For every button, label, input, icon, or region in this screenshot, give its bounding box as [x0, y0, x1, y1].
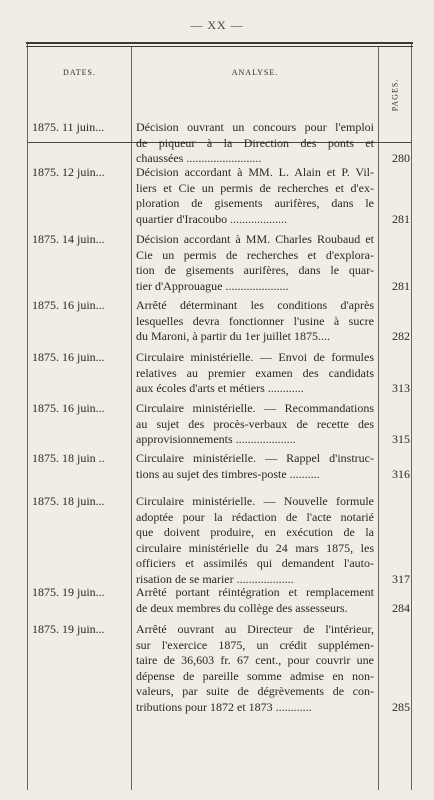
entry-date: 1875. 16 juin... — [32, 350, 105, 364]
analysis-line: Arrêté déterminant les conditions d'après — [136, 298, 374, 312]
column-header-pages — [379, 47, 411, 142]
entry-date: 1875. 18 juin .. — [32, 451, 105, 465]
analysis-line: de deux membres du collège des assesseurs. — [136, 600, 348, 615]
index-table — [27, 42, 412, 790]
analysis-line: tier d'Approuague ..................... — [136, 278, 289, 293]
page-folio: — XX — — [190, 18, 244, 32]
analysis-line: Décision accordant à MM. Charles Roubaud et — [136, 232, 374, 246]
entry-analysis — [136, 451, 374, 482]
analysis-line: quartier d'Iracoubo ................... — [136, 211, 288, 226]
entry-page-number: 280 — [392, 151, 410, 166]
entry-date: 1875. 16 juin... — [32, 401, 105, 415]
entry-page-number: 284 — [392, 600, 410, 615]
analysis-line: Circulaire ministérielle. — Nouvelle formule — [136, 494, 374, 508]
analysis-line: liers et Cie un permis de recherches et d'ex- — [136, 180, 374, 195]
analysis-line: aux écoles d'arts et métiers ............ — [136, 381, 304, 396]
analysis-line: Circulaire ministérielle. — Envoi de formules — [136, 350, 374, 364]
analysis-line: Décision ouvrant un concours pour l'emploi — [136, 120, 374, 134]
analysis-line: tions au sujet des timbres-poste .......... — [136, 466, 320, 481]
analysis-line: circulaire ministérielle du 24 mars 1875, les — [136, 540, 374, 555]
entry-page-number: 282 — [392, 329, 410, 344]
analysis-line: Circulaire ministérielle. — Rappel d'instruc- — [136, 451, 374, 465]
analysis-line: de piqueur à la Direction des ponts et — [136, 135, 374, 150]
analysis-line: ploration de gisements aurifères, dans le — [136, 196, 374, 211]
analysis-line: relatives au premier examen des candidats — [136, 365, 374, 380]
analysis-line: valeurs, par suite de dégrèvements de con- — [136, 684, 374, 699]
analysis-line: Arrêté portant réintégration et remplacement — [136, 585, 374, 599]
entry-page-number: 281 — [392, 211, 410, 226]
analysis-line: Arrêté ouvrant au Directeur de l'intérieur, — [136, 622, 374, 636]
analysis-line: au sujet des procès-verbaux de recette des — [136, 416, 374, 431]
entry-page-number: 315 — [392, 432, 410, 447]
header-rule-thin — [26, 46, 413, 47]
column-header-pages-label: PAGES. — [390, 78, 400, 111]
column-header-analyse: ANALYSE. — [231, 68, 279, 77]
entry-analysis — [136, 120, 374, 167]
analysis-line: risation de se marier ................... — [136, 571, 294, 586]
entry-analysis — [136, 622, 374, 716]
analysis-line: chaussées ......................... — [136, 151, 262, 166]
analysis-line: que doivent produire, en exécution de la — [136, 525, 374, 540]
analysis-line: du Maroni, à partir du 1er juillet 1875.... — [136, 329, 330, 344]
entry-date: 1875. 12 juin... — [32, 165, 105, 179]
analysis-line: Décision accordant à MM. L. Alain et P. Vil- — [136, 165, 374, 179]
entry-analysis — [136, 165, 374, 227]
analysis-line: tion de gisements aurifères, dans le quar- — [136, 263, 374, 278]
analysis-line: taire de 36,603 fr. 67 cent., pour couvrir une — [136, 653, 374, 668]
entry-page-number: 285 — [392, 700, 410, 714]
entry-page-number: 316 — [392, 466, 410, 481]
column-divider-dates — [131, 47, 132, 790]
entry-page-number: 317 — [392, 572, 410, 586]
analysis-line: Cie un permis de recherches et d'explora- — [136, 247, 374, 262]
entry-analysis — [136, 494, 374, 588]
entry-date: 1875. 18 juin... — [32, 494, 105, 508]
entry-date: 1875. 16 juin... — [32, 298, 105, 312]
entry-date: 1875. 19 juin... — [32, 622, 105, 636]
entry-page-number: 313 — [392, 381, 410, 396]
analysis-line: approvisionnements .................... — [136, 432, 296, 447]
analysis-line: tributions pour 1872 et 1873 ............ — [136, 699, 312, 714]
entry-analysis — [136, 401, 374, 448]
entry-page-number: 281 — [392, 278, 410, 293]
header-rule-thick — [26, 42, 413, 44]
analysis-line: Circulaire ministérielle. — Recommandations — [136, 401, 374, 415]
column-header-dates: DATES. — [63, 68, 96, 77]
analysis-line: sur l'exercice 1875, un crédit supplémen- — [136, 637, 374, 652]
entry-analysis — [136, 232, 374, 294]
analysis-line: adoptée pour la rédaction de l'acte notarié — [136, 509, 374, 524]
analysis-line: dépense de pareille somme admise en non- — [136, 668, 374, 683]
analysis-line: officiers et assimilés qui demandent l'auto- — [136, 556, 374, 571]
entry-date: 1875. 14 juin... — [32, 232, 105, 246]
entry-analysis — [136, 298, 374, 345]
analysis-line: lesquelles devra fonctionner l'usine à sucre — [136, 313, 374, 328]
entry-analysis — [136, 350, 374, 397]
entry-date: 1875. 19 juin... — [32, 585, 105, 599]
entry-date: 1875. 11 juin... — [32, 120, 105, 134]
entry-analysis — [136, 585, 374, 616]
